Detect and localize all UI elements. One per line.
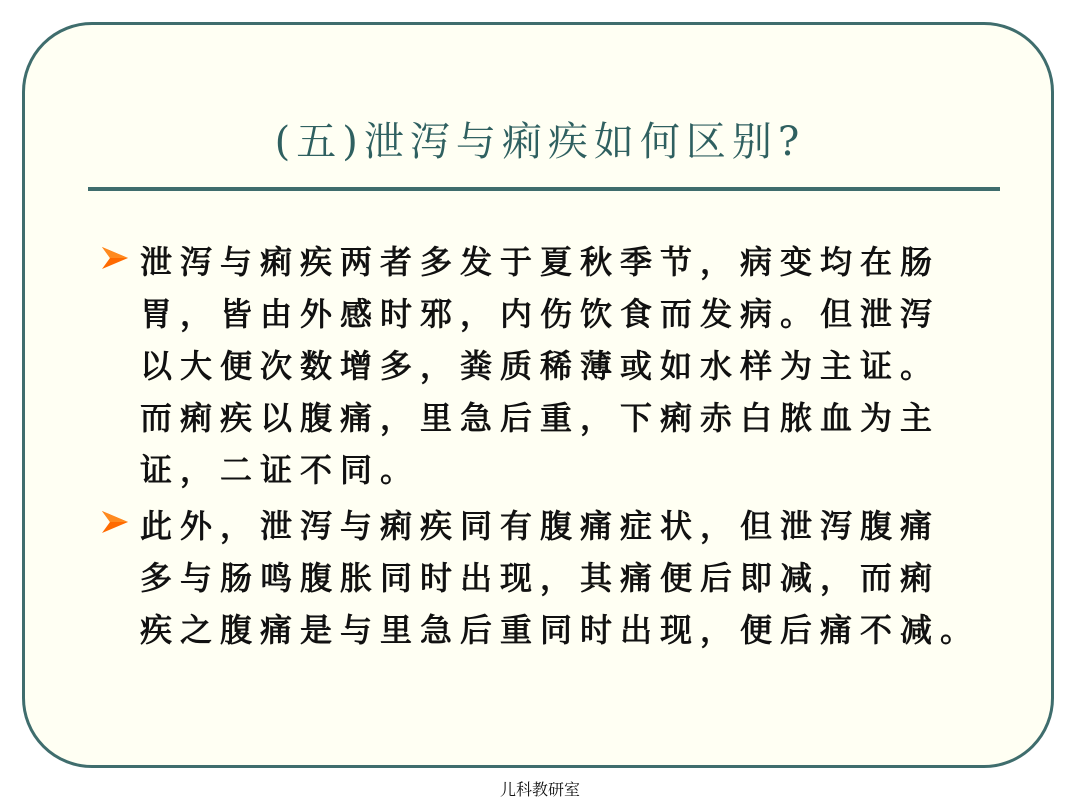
bullet-text-2: 此外，泄泻与痢疾同有腹痛症状，但泄泻腹痛 多与肠鸣腹胀同时出现，其痛便后即减，而痢 疾之腹痛是与里急后重同时出现，便后痛不减。: [140, 507, 981, 649]
slide-title: (五)泄泻与痢疾如何区别?: [274, 119, 806, 165]
bullet-item-2: [100, 500, 1000, 656]
footer-label: 儿科教研室: [499, 780, 580, 799]
title-divider: [88, 187, 1000, 191]
bullet-text-1: 泄泻与痢疾两者多发于夏秋季节，病变均在肠 胃，皆由外感时邪，内伤饮食而发病。但泄泻 以大便次数增多，粪质稀薄或如水样为主证。 而痢疾以腹痛，里急后重，下痢赤白脓血为主 证，二证不同。: [140, 243, 941, 489]
arrow-bullet-icon: [100, 500, 140, 544]
bullet-item-1: [100, 236, 1000, 496]
arrow-bullet-icon: [100, 236, 140, 280]
